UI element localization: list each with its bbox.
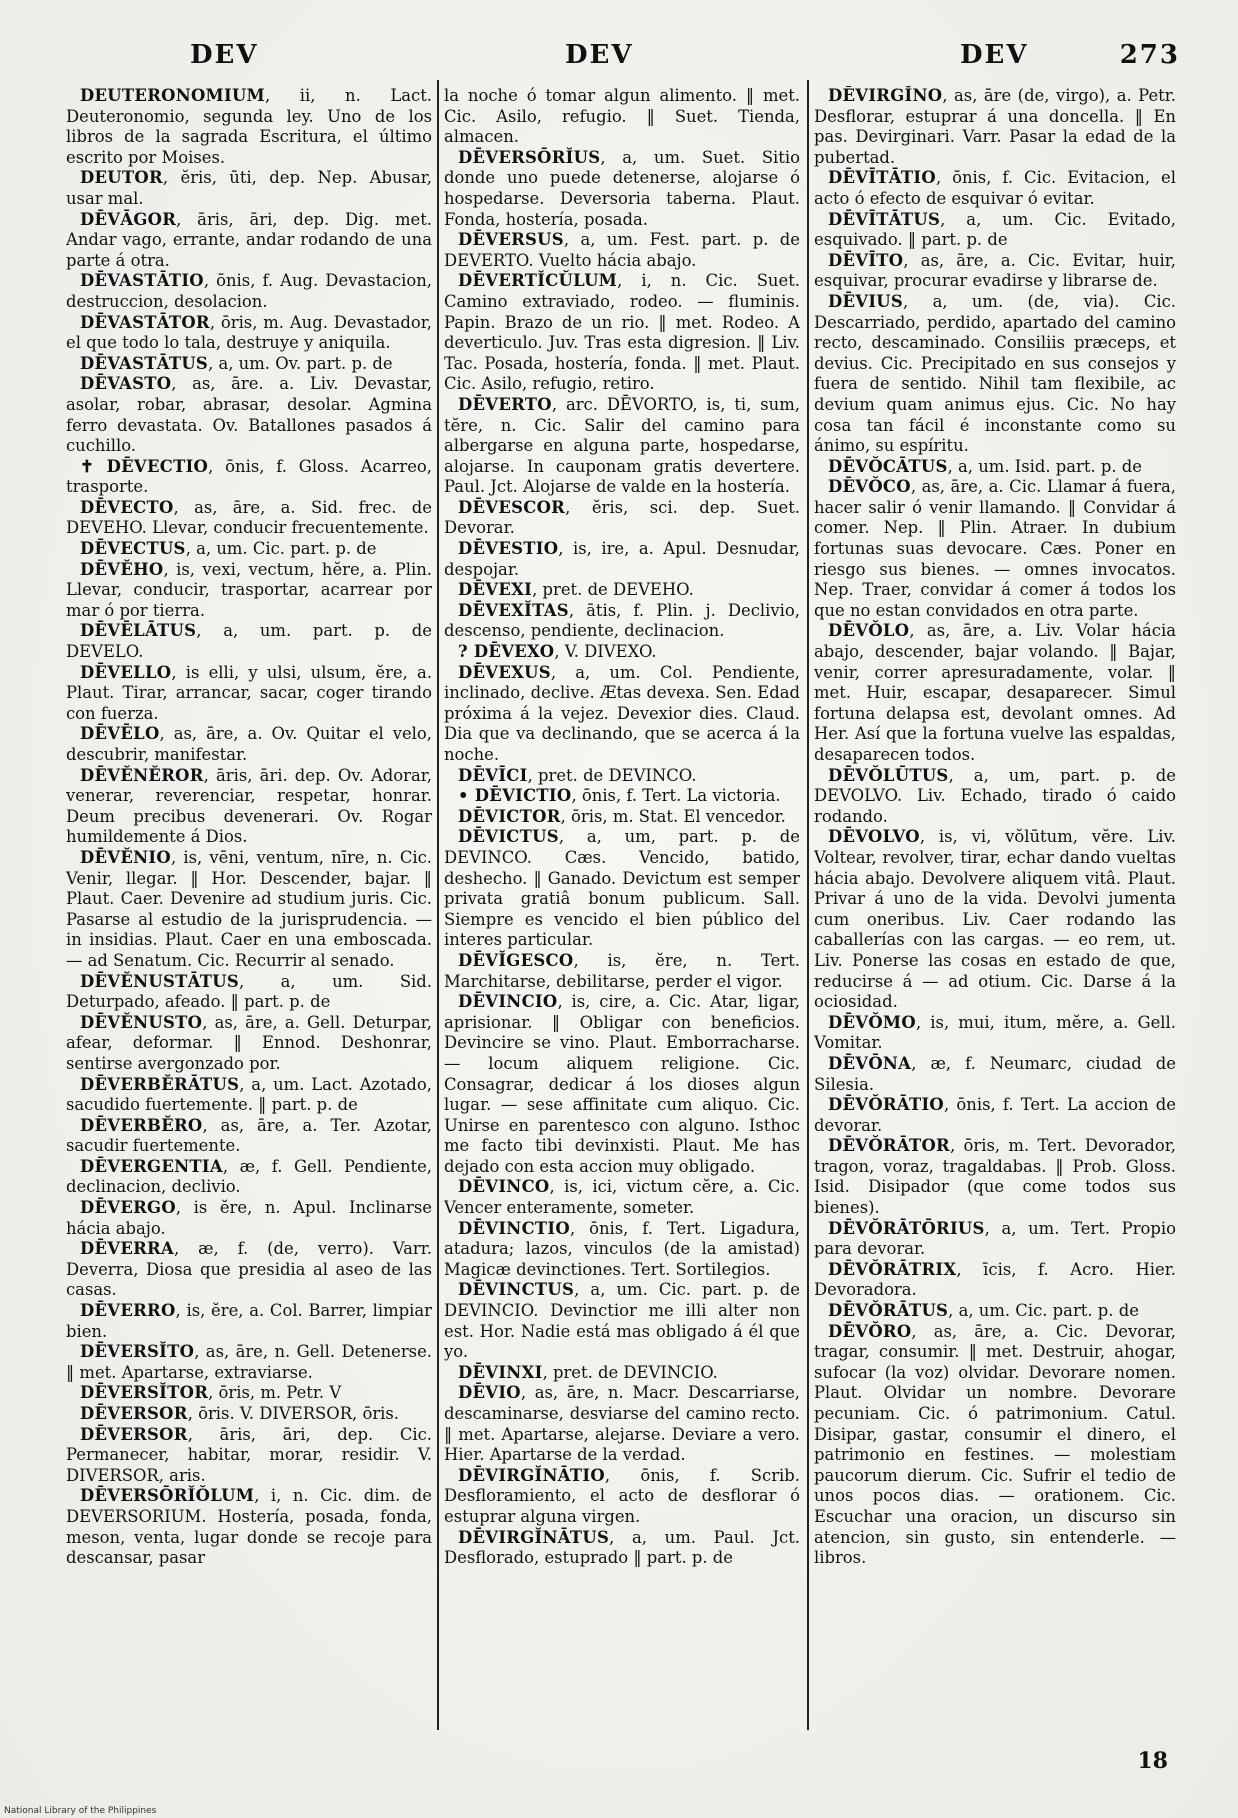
entry-definition: , is ĕre, n. Apul. Inclinarse hácia abajo. <box>66 1198 432 1238</box>
entry-definition: , a, um. (de, via). Cic. Descarriado, perdido, apartado del camino recto, descaminado. Consiliis præceps, et devius. Cic. Precipitado en sus consejos y fuera de sentido. Nihil tam flexibile, ac devium quam animus ejus. Cic. No hay cosa tan fácil é inconstante como su ánimo, su espíritu. <box>814 291 1176 456</box>
dictionary-entry <box>66 210 432 272</box>
dictionary-entry <box>814 766 1176 828</box>
entry-headword: • DĒVICTIO <box>458 786 572 806</box>
entry-definition: , ōnis, f. Gloss. Acarreo, trasporte. <box>66 456 432 497</box>
entry-definition: , ātis, f. Plin. j. Declivio, descenso, pendiente, declinacion. <box>444 600 800 641</box>
library-credit: National Library of the Philippines <box>4 1806 157 1816</box>
dictionary-entry <box>444 807 800 828</box>
entry-definition: , as, āre, n. Macr. Descarriarse, descaminarse, desviarse del camino recto. ‖ met. Apartarse, alejarse. Deviare a vero. Hier. Apartarse de la verdad. <box>444 1383 800 1465</box>
entry-headword: DĒVŎRĀTIO <box>828 1095 944 1115</box>
entry-definition: , ii, n. Lact. Deuteronomio, segunda ley. Uno de los libros de la sagrada Escritura, el último escrito por Moises. <box>66 86 432 167</box>
entry-definition: , i, n. Cic. dim. de DEVERSORIUM. Hostería, posada, fonda, meson, venta, lugar donde se recoje para descansar, pasar <box>66 1486 432 1568</box>
entry-headword: DĒVĔNUSTĀTUS <box>80 971 239 991</box>
entry-headword: DĒVŎRĀTRIX <box>828 1259 957 1279</box>
column-rule-left <box>437 80 439 1730</box>
entry-headword: DĒVESTIO <box>458 539 559 559</box>
entry-definition: , ōris, m. Aug. Devastador, el que todo lo tala, destruye y aniquila. <box>66 312 432 353</box>
entry-definition: , a, um. Lact. Azotado, sacudido fuertemente. ‖ part. p. de <box>66 1074 432 1115</box>
dictionary-entry <box>444 951 800 992</box>
dictionary-entry <box>66 168 432 209</box>
entry-definition: , ōris, m. Tert. Devorador, tragon, voraz, tragaldabas. ‖ Prob. Gloss. Isid. Disipador (que come todos sus bienes). <box>814 1136 1176 1218</box>
dictionary-entry <box>66 539 432 560</box>
entry-definition: , a, um. Sid. Deturpado, afeado. ‖ part. p. de <box>66 971 432 1012</box>
column-rule-right <box>807 80 809 1730</box>
dictionary-entry <box>66 374 432 456</box>
entry-headword: ? DĒVEXO <box>458 642 555 662</box>
dictionary-entry <box>66 498 432 539</box>
dictionary-entry <box>814 477 1176 621</box>
entry-definition: , āris, āri, dep. Dig. met. Andar vago, errante, andar rodando de una parte á otra. <box>66 209 432 270</box>
entry-definition: , a, um. Paul. Jct. Desflorado, estuprado ‖ part. p. de <box>444 1527 800 1568</box>
dictionary-entry <box>66 1404 432 1425</box>
dictionary-entry <box>444 992 800 1177</box>
entry-definition: , ōnis, f. Aug. Devastacion, destruccion, desolacion. <box>66 271 432 311</box>
entry-headword: DĒVERBĔRO <box>80 1115 203 1135</box>
dictionary-entry <box>814 457 1176 478</box>
entry-headword: DĒVĒLĀTUS <box>80 621 197 641</box>
entry-definition: , is, vēni, ventum, nīre, n. Cic. Venir, llegar. ‖ Hor. Descender, bajar. ‖ Plaut. Caer. Devenire ad studium juris. Cic. Pasarse al estudio de la jurisprudencia. — in insidias. Plaut. Caer en una emboscada. — ad Senatum. Cic. Recurrir al senado. <box>66 847 432 970</box>
entry-headword: DĒVEXUS <box>458 662 551 682</box>
dictionary-entry <box>444 498 800 539</box>
dictionary-entry <box>444 601 800 642</box>
dictionary-entry <box>444 1363 800 1384</box>
entry-headword: DĒVŌNA <box>828 1053 912 1073</box>
dictionary-entry <box>66 766 432 848</box>
entry-headword: DĒVŎCĀTUS <box>828 456 948 476</box>
header-center: DEV <box>565 40 634 70</box>
entry-definition: , as, āre, a. Sid. frec. de DEVEHO. Llevar, conducir frecuentemente. <box>66 497 432 538</box>
dictionary-entry <box>814 827 1176 1012</box>
dictionary-entry <box>66 1198 432 1239</box>
entry-definition: , is elli, y ulsi, ulsum, ĕre, a. Plaut. Tirar, arrancar, sacar, coger tirando con fuerza. <box>66 662 432 723</box>
entry-headword: DĒVASTO <box>80 374 172 394</box>
entry-headword: DĒVĪTO <box>828 250 904 270</box>
dictionary-entry <box>444 1383 800 1465</box>
entry-headword: DĒVASTĀTOR <box>80 312 210 332</box>
signature-mark: 18 <box>1137 1748 1168 1774</box>
dictionary-entry <box>444 271 800 395</box>
dictionary-entry <box>444 1466 800 1528</box>
entry-definition: , is, ĕre, n. Tert. Marchitarse, debilitarse, perder el vigor. <box>444 950 800 991</box>
entry-definition: , pret. de DEVINCO. <box>527 765 697 785</box>
entry-definition: , ĕris, sci. dep. Suet. Devorar. <box>444 497 800 538</box>
dictionary-entry <box>814 251 1176 292</box>
entry-headword: DĒVŎRO <box>828 1321 912 1341</box>
entry-headword: DĒVEXI <box>458 580 533 600</box>
dictionary-entry <box>814 621 1176 765</box>
entry-headword: DĒVŎRĀTUS <box>828 1301 949 1321</box>
entry-definition: , as, āre, a. Ov. Quitar el velo, descubrir, manifestar. <box>66 724 432 764</box>
dictionary-entry <box>444 663 800 766</box>
entry-headword: DĒVERTĬCŬLUM <box>458 271 618 291</box>
entry-headword: DĒVŎLO <box>828 621 910 641</box>
entry-headword: DĒVASTĀTUS <box>80 353 209 373</box>
dictionary-entry <box>66 1342 432 1383</box>
entry-definition: , a, um. Cic. part. p. de DEVINCIO. Devinctior me illi alter non est. Hor. Nadie está mas obligado á él que yo. <box>444 1280 800 1362</box>
entry-definition: , is, ĕre, a. Col. Barrer, limpiar bien. <box>66 1301 432 1341</box>
entry-headword: DĒVINCTIO <box>458 1218 570 1238</box>
dictionary-entry <box>814 210 1176 251</box>
dictionary-entry <box>66 848 432 972</box>
entry-definition: , īcis, f. Acro. Hier. Devoradora. <box>814 1259 1176 1300</box>
dictionary-entry <box>66 1301 432 1342</box>
entry-headword: DĒVESCOR <box>458 497 566 517</box>
entry-definition: , āris, āri, dep. Cic. Permanecer, habitar, morar, residir. V. DIVERSOR, aris. <box>66 1424 432 1485</box>
entry-headword: DĒVĔHO <box>80 559 164 579</box>
dictionary-entry <box>66 1383 432 1404</box>
entry-definition: , ōnis, f. Scrib. Desfloramiento, el acto de desflorar ó estuprar alguna virgen. <box>444 1465 800 1526</box>
entry-definition: , a, um. Col. Pendiente, inclinado, declive. Ætas devexa. Sen. Edad próxima á la vejez. Devexior dies. Claud. Dia que va declinando, que se acerca á la noche. <box>444 662 800 764</box>
dictionary-entry <box>444 766 800 787</box>
entry-definition: , a, um. part. p. de DEVELO. <box>66 621 432 662</box>
entry-definition: , is, vexi, vectum, hĕre, a. Plin. Llevar, conducir, trasportar, acarrear por mar ó por tierra. <box>66 559 432 620</box>
entry-definition: , as, āre (de, virgo), a. Petr. Desflorar, estuprar á una doncella. ‖ En pas. Devirginari. Varr. Pasar la edad de la pubertad. <box>814 86 1176 167</box>
entry-definition: , a, um. Fest. part. p. de DEVERTO. Vuelto hácia abajo. <box>444 230 800 270</box>
dictionary-entry <box>814 168 1176 209</box>
entry-headword: DĒVŎCO <box>828 477 911 497</box>
entry-headword: DĒVIO <box>458 1383 521 1403</box>
entry-headword: DĒVĬGESCO <box>458 950 574 970</box>
entry-headword: DĒVICTUS <box>458 827 559 847</box>
entry-headword: DĒVERSOR <box>80 1404 188 1423</box>
entry-headword: DĒVĀGOR <box>80 209 177 229</box>
entry-headword: DĒVERRA <box>80 1239 174 1259</box>
dictionary-entry <box>814 1322 1176 1569</box>
dictionary-entry <box>444 1177 800 1218</box>
column-2 <box>444 86 800 1736</box>
entry-headword: DĒVERSOR <box>80 1424 188 1444</box>
entry-definition: , ōnis, f. Tert. Ligadura, atadura; lazos, vinculos (de la amistad) Magicæ devinctiones. Tert. Sortilegios. <box>444 1218 800 1279</box>
entry-headword: DĒVINCTUS <box>458 1280 575 1300</box>
entry-definition: , ōris, m. Petr. V <box>208 1383 342 1403</box>
entry-headword: DĒVINCIO <box>458 992 558 1012</box>
entry-headword: DĒVŎMO <box>828 1012 916 1032</box>
entry-headword: DĒVĔNIO <box>80 847 171 867</box>
entry-definition: , as, āre, a. Cic. Evitar, huir, esquivar, procurar evadirse y librarse de. <box>814 250 1176 291</box>
entry-definition: , is, vi, vŏlūtum, vĕre. Liv. Voltear, revolver, tirar, echar dando vueltas hácia abajo. Devolvere aliquem vitâ. Plaut. Privar á uno de la vida. Devolvi jumenta cum oneribus. Liv. Caer rodando las caballerías con las cargas. — eo rem, ut. Liv. Ponerse las cosas en estado de que, reducirse á — ad otium. Cic. Darse á la ociosidad. <box>814 827 1176 1012</box>
entry-headword: DĒVEXĬTAS <box>458 600 569 620</box>
entry-headword: DĒVERGENTIA <box>80 1156 223 1176</box>
entry-definition: , is, mui, itum, mĕre, a. Gell. Vomitar. <box>814 1012 1176 1053</box>
entry-headword: DĒVĒLO <box>80 724 160 744</box>
entry-definition: , pret. de DEVINCIO. <box>542 1362 718 1382</box>
entry-headword: DĒVERTO <box>458 394 552 414</box>
dictionary-entry <box>444 1528 800 1569</box>
dictionary-entry <box>66 354 432 375</box>
column-3 <box>814 86 1176 1736</box>
dictionary-entry <box>814 86 1176 168</box>
entry-definition: , as, āre, n. Gell. Detenerse. ‖ met. Apartarse, extraviarse. <box>66 1342 432 1382</box>
dictionary-entry <box>66 972 432 1013</box>
entry-definition: , a, um. Isid. part. p. de <box>947 456 1142 476</box>
entry-headword: DĒVELLO <box>80 662 172 682</box>
entry-definition: la noche ó tomar algun alimento. ‖ met. Cic. Asilo, refugio. ‖ Suet. Tienda, almacen. <box>444 86 800 147</box>
dictionary-entry <box>66 1013 432 1075</box>
entry-headword: DĒVASTĀTIO <box>80 271 204 291</box>
dictionary-entry <box>814 1013 1176 1054</box>
entry-headword: DĒVOLVO <box>828 827 920 847</box>
dictionary-entry <box>66 724 432 765</box>
entry-headword: DEUTOR <box>80 168 163 188</box>
entry-headword: DĒVICTOR <box>458 806 561 826</box>
entry-definition: , āris, āri. dep. Ov. Adorar, venerar, reverenciar, respetar, honrar. Deum precibus devenerari. Ov. Rogar humildemente á Dios. <box>66 765 432 847</box>
dictionary-entry <box>444 86 800 148</box>
dictionary-entry <box>66 663 432 725</box>
dictionary-entry <box>444 1219 800 1281</box>
entry-headword: DĒVERRO <box>80 1301 176 1321</box>
entry-headword: DĒVERSŌRĬUS <box>458 147 601 167</box>
entry-headword: DĒVĪTĀTIO <box>828 168 936 188</box>
dictionary-entry <box>814 1054 1176 1095</box>
column-1 <box>66 86 432 1736</box>
entry-headword: DĒVŎLŪTUS <box>828 765 949 785</box>
entry-definition: , a, um, part. p. de DEVOLVO. Liv. Echado, tirado ó caido rodando. <box>814 765 1176 826</box>
entry-definition: , æ, f. Gell. Pendiente, declinacion, declivio. <box>66 1156 432 1197</box>
entry-definition: , a, um. Suet. Sitio donde uno puede detenerse, alojarse ó hospedarse. Deversoria taberna. Plaut. Fonda, hostería, posada. <box>444 147 800 229</box>
entry-definition: , a, um, part. p. de DEVINCO. Cæs. Vencido, batido, deshecho. ‖ Ganado. Devictum est semper privata gratiâ bonum publicum. Sall. Siempre es vencido el bien público del interes particular. <box>444 827 800 950</box>
page-number: 273 <box>1119 40 1180 70</box>
dictionary-entry <box>444 230 800 271</box>
entry-definition: , a, um. Cic. part. p. de <box>948 1301 1139 1321</box>
entry-headword: DĒVERBĔRĀTUS <box>80 1074 240 1094</box>
dictionary-entry <box>66 1425 432 1487</box>
entry-headword: ✝ DĒVECTIO <box>80 456 209 476</box>
entry-headword: DĒVIUS <box>828 291 904 311</box>
entry-definition: , ōnis, f. Tert. La victoria. <box>571 786 781 806</box>
dictionary-entry <box>814 292 1176 457</box>
dictionary-entry <box>66 1486 432 1568</box>
entry-definition: , a, um. Cic. part. p. de <box>185 539 377 559</box>
entry-headword: DĒVĔNUSTO <box>80 1012 203 1032</box>
entry-headword: DĒVĪTĀTUS <box>828 209 941 229</box>
dictionary-entry <box>66 621 432 662</box>
entry-definition: , ōnis, f. Tert. La accion de devorar. <box>814 1095 1176 1135</box>
entry-definition: , as, āre, a. Ter. Azotar, sacudir fuertemente. <box>66 1115 432 1156</box>
dictionary-entry <box>66 1157 432 1198</box>
dictionary-entry <box>444 642 800 663</box>
entry-definition: , ōris. V. DIVERSOR, ōris. <box>187 1404 400 1423</box>
dictionary-entry <box>66 1239 432 1301</box>
entry-definition: , is, ici, victum cĕre, a. Cic. Vencer enteramente, someter. <box>444 1177 800 1218</box>
entry-headword: DĒVŎRĀTOR <box>828 1136 950 1156</box>
entry-definition: , as, āre, a. Cic. Devorar, tragar, consumir. ‖ met. Destruir, ahogar, sufocar (la voz) olvidar. Devorare nomen. Plaut. Olvidar un nombre. Devorare pecuniam. Cic. ó patrimonium. Catul. Disipar, gastar, consumir el dinero, el patrimonio en festines. — molestiam paucorum dierum. Cic. Sufrir el tedio de unos pocos dias. — orationem. Cic. Escuchar una oracion, un discurso sin atencion, sin gusto, sin entenderle. — libros. <box>814 1321 1176 1568</box>
header-left: DEV <box>190 40 259 70</box>
entry-headword: DĒVECTO <box>80 497 174 517</box>
dictionary-entry <box>66 86 432 168</box>
dictionary-entry <box>66 457 432 498</box>
dictionary-entry <box>444 580 800 601</box>
dictionary-entry <box>66 1075 432 1116</box>
dictionary-entry <box>814 1136 1176 1218</box>
entry-definition: , a, um. Ov. part. p. de <box>208 353 393 373</box>
entry-headword: DĒVIRGĬNĀTUS <box>458 1527 610 1547</box>
entry-definition: , as, āre, a. Liv. Volar hácia abajo, descender, bajar volando. ‖ Bajar, venir, correr apresuradamente, volar. ‖ met. Huir, escapar, desaparecer. Simul fortuna delapsa est, devolant omnes. Ad Her. Así que la fortuna vuelve las espaldas, desaparecen todos. <box>814 621 1176 764</box>
entry-headword: DĒVECTUS <box>80 539 186 559</box>
entry-headword: DĒVIRGĬNĀTIO <box>458 1465 605 1485</box>
entry-definition: , pret. de DEVEHO. <box>532 580 694 600</box>
entry-headword: DĒVERSĬTO <box>80 1342 195 1362</box>
entry-headword: DĒVŎRĀTŌRIUS <box>828 1218 985 1238</box>
dictionary-entry <box>814 1260 1176 1301</box>
entry-definition: , a, um. Cic. Evitado, esquivado. ‖ part. p. de <box>814 209 1176 250</box>
entry-definition: , as, āre. a. Liv. Devastar, asolar, robar, abrasar, desolar. Agmina ferro devastata. Ov. Batallones pasados á cuchillo. <box>66 374 432 456</box>
entry-headword: DĒVERSUS <box>458 230 564 250</box>
header-right: DEV <box>960 40 1029 70</box>
entry-headword: DĒVĪCI <box>458 765 528 785</box>
dictionary-entry <box>814 1219 1176 1260</box>
entry-definition: , æ, f. (de, verro). Varr. Deverra, Diosa que presidia al aseo de las casas. <box>66 1239 432 1300</box>
dictionary-entry <box>444 827 800 951</box>
dictionary-entry <box>444 148 800 230</box>
entry-definition: , ĕris, ūti, dep. Nep. Abusar, usar mal. <box>66 168 432 208</box>
entry-definition: , as, āre, a. Cic. Llamar á fuera, hacer salir ó venir llamando. ‖ Convidar á comer. Nep. ‖ Plin. Atraer. In dubium fortunas suas devocare. Cæs. Poner en riesgo sus bienes. — omnes invocatos. Nep. Traer, convidar á comer á todos los que no estan convidados en otra parte. <box>814 477 1176 620</box>
entry-headword: DĒVIRGĬNO <box>828 86 943 105</box>
entry-headword: DĒVINXI <box>458 1362 543 1382</box>
dictionary-entry <box>444 786 800 807</box>
dictionary-entry <box>444 539 800 580</box>
entry-headword: DĒVERSĬTOR <box>80 1383 209 1403</box>
running-header <box>60 40 1180 80</box>
dictionary-entry <box>66 271 432 312</box>
entry-definition: , ōnis, f. Cic. Evitacion, el acto ó efecto de esquivar ó evitar. <box>814 168 1176 208</box>
dictionary-entry <box>66 1116 432 1157</box>
entry-headword: DĒVINCO <box>458 1177 550 1197</box>
entry-headword: DĒVERSŌRĬŎLUM <box>80 1486 255 1506</box>
dictionary-entry <box>66 313 432 354</box>
entry-headword: DEUTERONOMIUM <box>80 86 265 105</box>
entry-headword: DĒVERGO <box>80 1198 176 1218</box>
entry-definition: , ōris, m. Stat. El vencedor. <box>560 806 786 826</box>
dictionary-entry <box>444 1280 800 1362</box>
entry-definition: , arc. DĒVORTO, is, ti, sum, tĕre, n. Cic. Salir del camino para albergarse en alguna parte, hospedarse, alojarse. In cauponam gratis devertere. Paul. Jct. Alojarse de valde en la hostería. <box>444 394 800 497</box>
dictionary-entry <box>814 1301 1176 1322</box>
entry-headword: DĒVĔNĔROR <box>80 765 204 785</box>
entry-definition: , as, āre, a. Gell. Deturpar, afear, deformar. ‖ Ennod. Deshonrar, sentirse avergonzado por. <box>66 1012 432 1073</box>
dictionary-entry <box>66 560 432 622</box>
dictionary-entry <box>444 395 800 498</box>
entry-definition: , is, ire, a. Apul. Desnudar, despojar. <box>444 539 800 579</box>
entry-definition: , i, n. Cic. Suet. Camino extraviado, rodeo. — fluminis. Papin. Brazo de un rio. ‖ met. Rodeo. A deverticulo. Juv. Tras esta digresion. ‖ Liv. Tac. Posada, hostería, fonda. ‖ met. Plaut. Cic. Asilo, refugio, retiro. <box>444 271 800 394</box>
entry-definition: , V. DIVEXO. <box>554 642 657 662</box>
entry-definition: , æ, f. Neumarc, ciudad de Silesia. <box>814 1053 1176 1094</box>
entry-definition: , a, um. Tert. Propio para devorar. <box>814 1218 1176 1259</box>
dictionary-entry <box>814 1095 1176 1136</box>
entry-definition: , is, cire, a. Cic. Atar, ligar, aprisionar. ‖ Obligar con beneficios. Devincire se vino. Plaut. Emborracharse. — locum aliquem religione. Cic. Consagrar, dedicar á los dioses algun lugar. — sese affinitate cum aliquo. Cic. Unirse en parentesco con alguno. Isthoc me facto tibi devinxisti. Plaut. Me has dejado con esta accion muy obligado. <box>444 992 800 1176</box>
